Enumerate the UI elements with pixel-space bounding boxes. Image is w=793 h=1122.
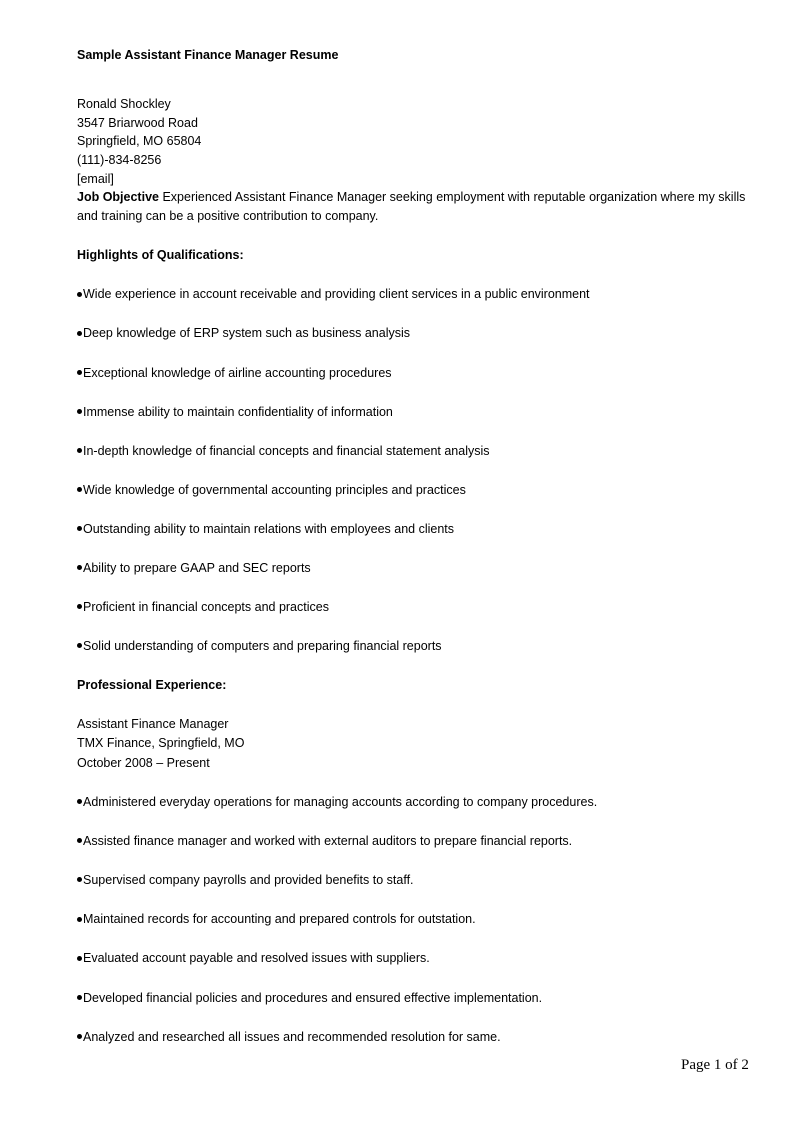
contact-block <box>77 95 757 188</box>
bullet-icon <box>77 370 82 375</box>
bullet-icon <box>77 956 82 961</box>
qualification-item-text: Proficient in financial concepts and practices <box>83 600 329 615</box>
job-objective-text: Experienced Assistant Finance Manager seeking employment with reputable organization where my skills and training can be a positive contribution to company. <box>77 190 746 224</box>
responsibility-item-text: Evaluated account payable and resolved issues with suppliers. <box>83 951 430 966</box>
responsibility-item-text: Developed financial policies and procedures and ensured effective implementation. <box>83 990 543 1005</box>
contact-email: [email] <box>77 171 114 186</box>
bullet-icon <box>77 331 82 336</box>
qualification-item-text: Wide knowledge of governmental accounting principles and practices <box>83 482 466 497</box>
qualification-item-text: Wide experience in account receivable and providing client services in a public environment <box>83 287 590 302</box>
bullet-icon <box>77 877 82 882</box>
resume-page <box>77 46 757 1046</box>
job-objective-label: Job Objective <box>77 190 159 205</box>
bullet-icon <box>77 292 82 297</box>
bullet-icon <box>77 1034 82 1039</box>
document-title: Sample Assistant Finance Manager Resume <box>77 48 339 62</box>
qualification-item-text: In-depth knowledge of financial concepts and financial statement analysis <box>83 443 490 458</box>
responsibility-item <box>77 793 757 812</box>
qualification-item-text: Immense ability to maintain confidentiality of information <box>83 404 393 419</box>
qualification-item <box>77 324 757 343</box>
qualification-item-text: Exceptional knowledge of airline accounting procedures <box>83 365 392 380</box>
qualification-item <box>77 364 757 383</box>
job-dates: October 2008 – Present <box>77 755 210 770</box>
contact-city-state-zip: Springfield, MO 65804 <box>77 134 202 149</box>
responsibility-item <box>77 1028 757 1047</box>
qualification-item <box>77 285 757 304</box>
responsibility-item-text: Analyzed and researched all issues and recommended resolution for same. <box>83 1029 501 1044</box>
qualification-item <box>77 598 757 617</box>
qualification-item <box>77 520 757 539</box>
page-number: Page 1 of 2 <box>681 1057 749 1073</box>
experience-heading: Professional Experience: <box>77 678 227 693</box>
qualification-item-text: Outstanding ability to maintain relations with employees and clients <box>83 521 455 536</box>
responsibility-item <box>77 910 757 929</box>
responsibility-item <box>77 949 757 968</box>
qualification-item-text: Solid understanding of computers and preparing financial reports <box>83 639 442 654</box>
qualification-item <box>77 637 757 656</box>
job-company: TMX Finance, Springfield, MO <box>77 736 245 751</box>
bullet-icon <box>77 643 82 648</box>
qualification-item <box>77 481 757 500</box>
responsibility-item <box>77 989 757 1008</box>
qualification-item-text: Ability to prepare GAAP and SEC reports <box>83 560 311 575</box>
bullet-icon <box>77 526 82 531</box>
experience-list <box>77 773 757 1047</box>
responsibility-item-text: Supervised company payrolls and provided benefits to staff. <box>83 873 414 888</box>
responsibility-item-text: Administered everyday operations for managing accounts according to company procedures. <box>83 795 598 810</box>
bullet-icon <box>77 799 82 804</box>
qualification-item <box>77 559 757 578</box>
bullet-icon <box>77 995 82 1000</box>
responsibility-item-text: Maintained records for accounting and prepared controls for outstation. <box>83 912 476 927</box>
job-entry <box>77 715 757 772</box>
qualifications-heading: Highlights of Qualifications: <box>77 248 244 263</box>
responsibility-item <box>77 871 757 890</box>
qualification-item-text: Deep knowledge of ERP system such as business analysis <box>83 326 411 341</box>
bullet-icon <box>77 604 82 609</box>
qualifications-list <box>77 265 757 656</box>
contact-street: 3547 Briarwood Road <box>77 115 198 130</box>
qualification-item <box>77 403 757 422</box>
bullet-icon <box>77 448 82 453</box>
responsibility-item <box>77 832 757 851</box>
bullet-icon <box>77 917 82 922</box>
qualification-item <box>77 442 757 461</box>
bullet-icon <box>77 838 82 843</box>
bullet-icon <box>77 409 82 414</box>
bullet-icon <box>77 565 82 570</box>
bullet-icon <box>77 487 82 492</box>
contact-phone: (111)-834-8256 <box>77 153 162 168</box>
contact-name: Ronald Shockley <box>77 97 171 111</box>
job-objective <box>77 188 747 225</box>
responsibility-item-text: Assisted finance manager and worked with external auditors to prepare financial reports. <box>83 834 573 849</box>
job-title: Assistant Finance Manager <box>77 717 229 732</box>
